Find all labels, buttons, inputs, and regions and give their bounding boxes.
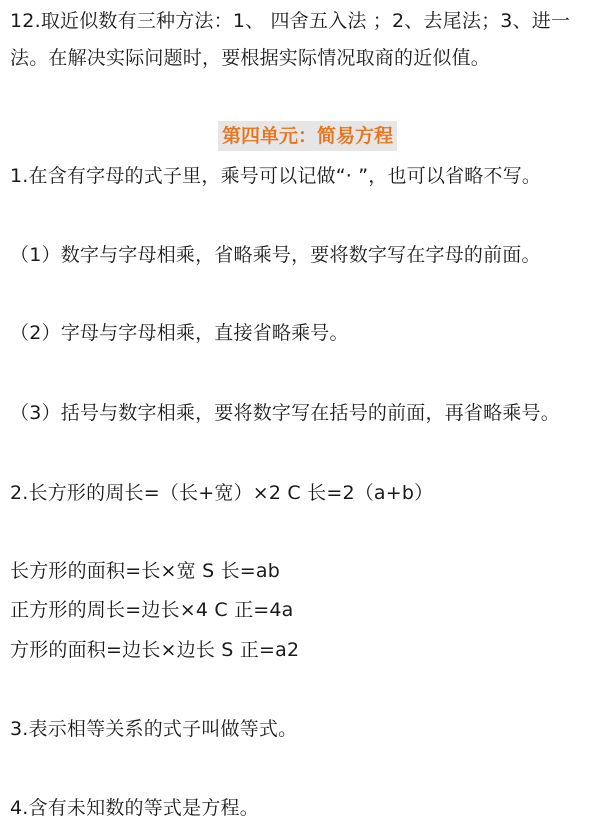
rule-3-line: 3.表示相等关系的式子叫做等式。 bbox=[10, 718, 298, 740]
square-area-line: 方形的面积=边长×边长 S 正=a2 bbox=[10, 639, 300, 661]
rule-12-line-2: 法。在解决实际问题时，要根据实际情况取商的近似值。 bbox=[10, 47, 491, 69]
rule-1-sub-1: （1）数字与字母相乘，省略乘号，要将数字写在字母的前面。 bbox=[10, 244, 541, 266]
rule-1-line: 1.在含有字母的式子里，乘号可以记做“· ”，也可以省略不写。 bbox=[10, 165, 542, 187]
section-heading: 第四单元：简易方程 bbox=[218, 121, 397, 151]
rule-1-sub-3: （3）括号与数字相乘，要将数字写在括号的前面，再省略乘号。 bbox=[10, 402, 560, 424]
section-heading-wrapper bbox=[0, 121, 615, 151]
square-perimeter-line: 正方形的周长=边长×4 C 正=4a bbox=[10, 599, 294, 621]
rule-2-line: 2.长方形的周长=（长+宽）×2 C 长=2（a+b） bbox=[10, 482, 434, 504]
rule-4-line: 4.含有未知数的等式是方程。 bbox=[10, 797, 259, 819]
rectangle-area-line: 长方形的面积=长×宽 S 长=ab bbox=[10, 560, 281, 582]
rule-1-sub-2: （2）字母与字母相乘，直接省略乘号。 bbox=[10, 322, 349, 344]
rule-12-line-1: 12.取近似数有三种方法：1、 四舍五入法 ；2、去尾法；3、进一 bbox=[10, 10, 571, 32]
